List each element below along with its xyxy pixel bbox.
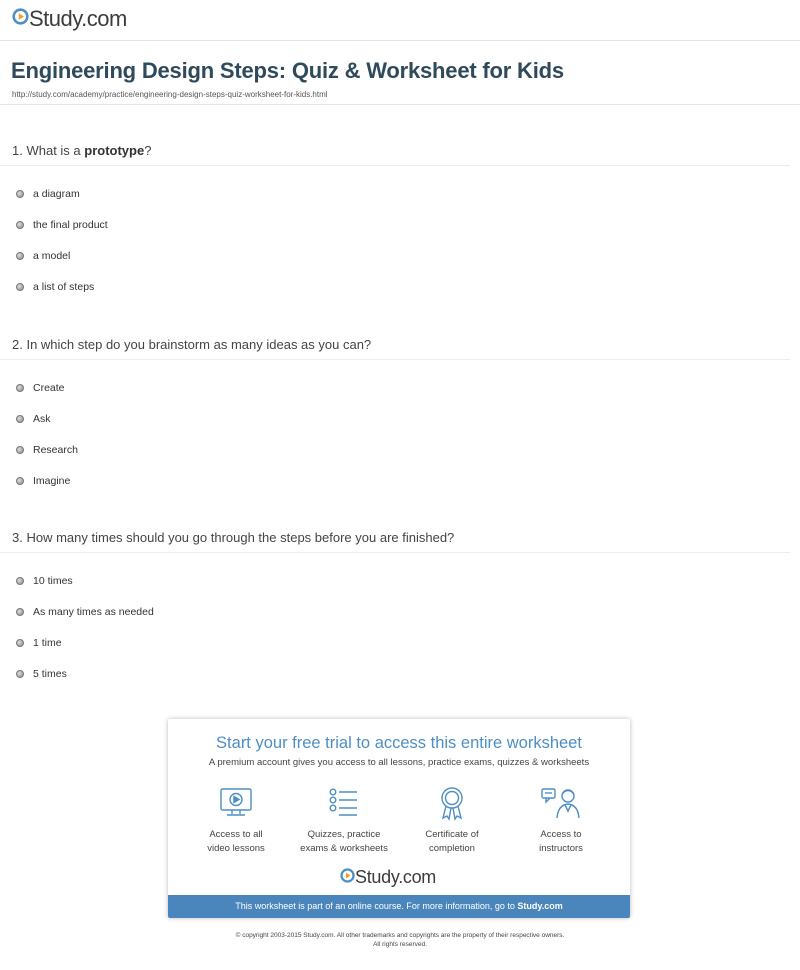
radio-button-icon[interactable] <box>16 639 24 647</box>
feature-label: Access to instructors <box>539 829 583 854</box>
radio-button-icon[interactable] <box>16 608 24 616</box>
answer-option[interactable]: a diagram <box>16 188 80 200</box>
answer-option[interactable]: a model <box>16 250 70 262</box>
answer-option[interactable]: As many times as needed <box>16 606 154 618</box>
title-divider <box>0 104 800 105</box>
answer-option[interactable]: Imagine <box>16 475 70 487</box>
question-divider <box>0 165 790 166</box>
free-trial-card <box>168 719 630 918</box>
free-trial-subheading: A premium account gives you access to all lessons, practice exams, quizzes & worksheets <box>208 757 590 768</box>
question-divider <box>0 359 790 360</box>
radio-button-icon[interactable] <box>16 670 24 678</box>
answer-option[interactable]: Research <box>16 444 78 456</box>
free-trial-heading[interactable]: Start your free trial to access this entire worksheet <box>216 734 582 752</box>
radio-button-icon[interactable] <box>16 577 24 585</box>
logo-wordmark: Study.com <box>29 6 127 31</box>
feature-label: Quizzes, practice exams & worksheets <box>300 829 388 854</box>
radio-button-icon[interactable] <box>16 446 24 454</box>
feature-label: Certificate of completion <box>425 829 479 854</box>
answer-option[interactable]: the final product <box>16 219 108 231</box>
certificate-icon <box>402 783 502 823</box>
instructor-icon <box>511 783 611 823</box>
feature-certificate <box>402 783 502 856</box>
play-circle-icon <box>340 868 355 888</box>
answer-option[interactable]: Create <box>16 382 65 394</box>
answer-option[interactable]: 5 times <box>16 668 67 680</box>
radio-button-icon[interactable] <box>16 190 24 198</box>
question-keyword: prototype <box>84 143 145 158</box>
radio-button-icon[interactable] <box>16 415 24 423</box>
feature-instructors <box>511 783 611 856</box>
feature-video-lessons <box>186 783 286 856</box>
course-info-bar: This worksheet is part of an online course. For more information, go to Study.com <box>168 895 630 918</box>
page-url[interactable]: http://study.com/academy/practice/engineering-design-steps-quiz-worksheet-for-kids.html <box>12 90 328 99</box>
radio-button-icon[interactable] <box>16 283 24 291</box>
studycom-link[interactable]: Study.com <box>517 901 563 911</box>
page-title: Engineering Design Steps: Quiz & Worksheet for Kids <box>11 58 564 83</box>
radio-button-icon[interactable] <box>16 252 24 260</box>
video-lesson-icon <box>186 783 286 823</box>
question-text: 1. What is a prototype? <box>12 143 152 158</box>
studycom-logo[interactable] <box>12 6 127 32</box>
radio-button-icon[interactable] <box>16 477 24 485</box>
question-text: 2. In which step do you brainstorm as many ideas as you can? <box>12 337 372 352</box>
header-divider <box>0 40 800 41</box>
answer-option[interactable]: 10 times <box>16 575 73 587</box>
answer-option[interactable]: Ask <box>16 413 51 425</box>
feature-quizzes <box>294 783 394 856</box>
answer-option[interactable]: a list of steps <box>16 281 94 293</box>
radio-button-icon[interactable] <box>16 221 24 229</box>
answer-option[interactable]: 1 time <box>16 637 62 649</box>
question-text: 3. How many times should you go through the steps before you are finished? <box>12 530 455 545</box>
logo-wordmark: Study.com <box>355 867 436 887</box>
radio-button-icon[interactable] <box>16 384 24 392</box>
studycom-logo[interactable] <box>340 867 436 888</box>
play-circle-icon <box>12 8 29 30</box>
feature-label: Access to all video lessons <box>207 829 265 854</box>
question-divider <box>0 552 790 553</box>
quiz-list-icon <box>294 783 394 823</box>
copyright-notice: © copyright 2003-2015 Study.com. All other trademarks and copyrights are the property of their respective owners. All rights reserved. <box>235 932 565 948</box>
